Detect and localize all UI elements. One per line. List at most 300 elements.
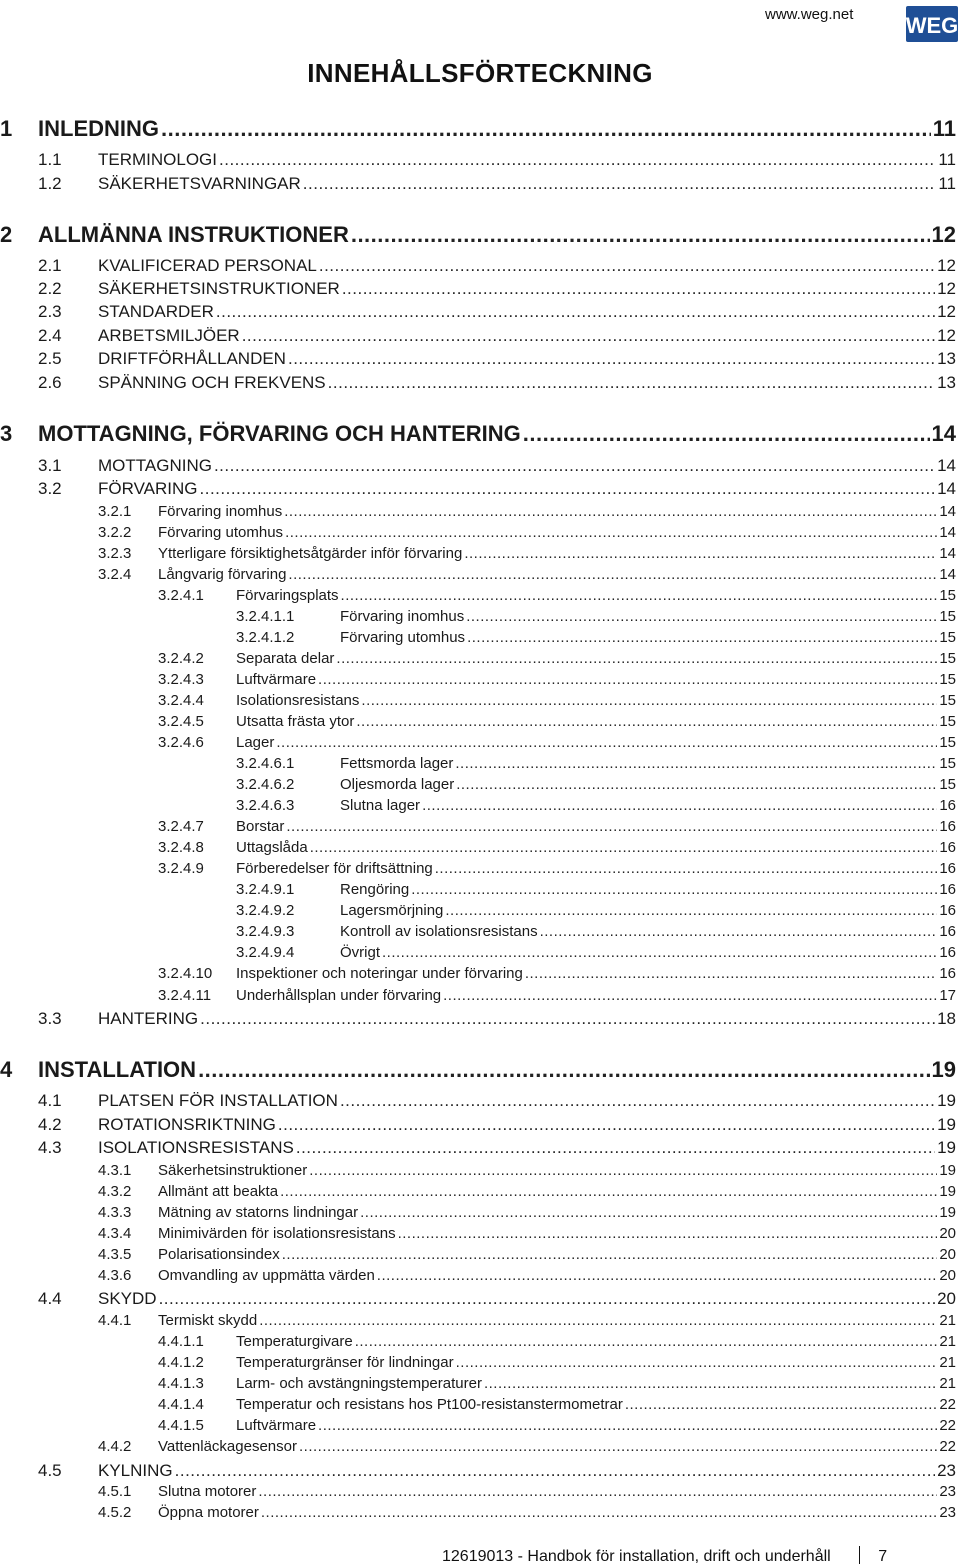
- toc-entry-page: 16: [939, 860, 956, 877]
- toc-entry[interactable]: [0, 1244, 956, 1263]
- page-footer: [442, 1546, 887, 1566]
- toc-entry-page: 14: [939, 566, 956, 583]
- toc-entry-page: 19: [939, 1204, 956, 1221]
- toc-entry-page: 12: [937, 302, 956, 321]
- toc-entry-page: 19: [937, 1091, 956, 1110]
- toc-leader-dots: [398, 1225, 938, 1242]
- toc-entry-page: 16: [939, 965, 956, 982]
- toc-leader-dots: [422, 797, 937, 814]
- toc-entry[interactable]: [0, 1223, 956, 1242]
- toc-leader-dots: [445, 902, 937, 919]
- toc-entry[interactable]: [0, 963, 956, 982]
- toc-leader-dots: [276, 734, 937, 751]
- toc-entry-title: Borstar: [236, 818, 285, 835]
- toc-entry[interactable]: [0, 795, 956, 814]
- toc-entry-title: PLATSEN FÖR INSTALLATION: [98, 1091, 338, 1110]
- toc-entry-title: Minimivärden för isolationsresistans: [158, 1225, 396, 1242]
- toc-entry-title: Lager: [236, 734, 275, 751]
- toc-entry-number: 3.2.4.1.1: [236, 608, 295, 625]
- toc-entry-number: 4.3.3: [98, 1204, 132, 1221]
- toc-leader-dots: [455, 755, 937, 772]
- toc-entry-number: 4: [0, 1057, 13, 1082]
- toc-entry-title: SPÄNNING OCH FREKVENS: [98, 373, 326, 392]
- toc-entry-title: INSTALLATION: [38, 1057, 197, 1082]
- toc-leader-dots: [175, 1461, 935, 1481]
- toc-entry-number: 4.4.1.4: [158, 1396, 204, 1413]
- toc-entry-title: Förvaring inomhus: [158, 503, 283, 520]
- toc-entry-number: 4.1: [38, 1091, 62, 1110]
- toc-entry[interactable]: [0, 455, 956, 476]
- toc-entry-number: 4.3.2: [98, 1183, 132, 1200]
- toc-leader-dots: [161, 116, 931, 142]
- toc-entry-number: 3.2.4.8: [158, 839, 204, 856]
- toc-entry-page: 19: [931, 1057, 956, 1082]
- toc-entry-page: 15: [939, 629, 956, 646]
- toc-entry-page: 22: [939, 1417, 956, 1434]
- toc-entry[interactable]: [0, 1288, 956, 1309]
- toc-leader-dots: [299, 1438, 937, 1455]
- toc-entry[interactable]: [0, 1394, 956, 1413]
- toc-entry[interactable]: [0, 985, 956, 1004]
- toc-entry[interactable]: [0, 669, 956, 688]
- toc-entry[interactable]: [0, 1090, 956, 1111]
- toc-entry-title: Temperaturgivare: [236, 1333, 353, 1350]
- toc-entry-number: 2: [0, 222, 13, 247]
- toc-leader-dots: [216, 302, 935, 322]
- toc-entry-number: 3.1: [38, 456, 62, 475]
- toc-entry-number: 3: [0, 421, 13, 446]
- toc-entry-number: 4.3: [38, 1138, 62, 1157]
- website-url[interactable]: www.weg.net: [765, 6, 854, 23]
- toc-leader-dots: [284, 503, 937, 520]
- toc-entry-number: 2.3: [38, 302, 62, 321]
- toc-entry[interactable]: [0, 627, 956, 646]
- toc-leader-dots: [319, 256, 935, 276]
- toc-entry[interactable]: [0, 478, 956, 499]
- toc-entry-page: 12: [937, 256, 956, 275]
- toc-entry[interactable]: [0, 837, 956, 856]
- toc-entry[interactable]: [0, 1460, 956, 1481]
- toc-entry-title: Larm- och avstängningstemperaturer: [236, 1375, 482, 1392]
- toc-entry-title: ARBETSMILJÖER: [98, 326, 240, 345]
- toc-entry[interactable]: [0, 1181, 956, 1200]
- footer-divider: [859, 1546, 861, 1564]
- toc-entry-number: 3.2.4.1.2: [236, 629, 295, 646]
- toc-entry-number: 2.2: [38, 279, 62, 298]
- toc-entry-page: 11: [938, 174, 956, 193]
- toc-entry-page: 14: [937, 479, 956, 498]
- toc-entry-page: 13: [937, 349, 956, 368]
- toc-entry[interactable]: [0, 278, 956, 299]
- toc-entry-page: 19: [939, 1183, 956, 1200]
- toc-entry-title: KVALIFICERAD PERSONAL: [98, 256, 317, 275]
- toc-entry[interactable]: [0, 1373, 956, 1392]
- toc-leader-dots: [318, 671, 937, 688]
- toc-entry-number: 4.4.2: [98, 1438, 132, 1455]
- toc-entry-title: Förvaring utomhus: [340, 629, 466, 646]
- toc-leader-dots: [523, 421, 930, 447]
- toc-entry-title: Förvaring utomhus: [158, 524, 284, 541]
- toc-entry-number: 3.2.4.11: [158, 987, 212, 1004]
- toc-entry[interactable]: [0, 222, 956, 248]
- toc-entry-title: Luftvärmare: [236, 671, 317, 688]
- toc-entry[interactable]: [0, 173, 956, 194]
- toc-leader-dots: [261, 1504, 937, 1521]
- toc-entry-page: 14: [939, 524, 956, 541]
- toc-entry-title: STANDARDER: [98, 302, 214, 321]
- toc-entry-number: 1: [0, 116, 13, 141]
- toc-entry-title: KYLNING: [98, 1461, 173, 1480]
- toc-entry-page: 16: [939, 881, 956, 898]
- toc-entry-title: Oljesmorda lager: [340, 776, 455, 793]
- toc-entry-page: 19: [939, 1162, 956, 1179]
- toc-entry-number: 3.2.4.10: [158, 965, 213, 982]
- toc-entry-page: 21: [939, 1375, 956, 1392]
- toc-entry[interactable]: [0, 1415, 956, 1434]
- toc-leader-dots: [328, 373, 935, 393]
- toc-entry[interactable]: [0, 348, 956, 369]
- toc-entry-page: 11: [938, 150, 956, 169]
- toc-entry[interactable]: [0, 1502, 956, 1521]
- toc-leader-dots: [377, 1267, 938, 1284]
- toc-entry-page: 20: [937, 1289, 956, 1308]
- toc-entry-number: 3.2.4.9.2: [236, 902, 295, 919]
- toc-entry-title: Inspektioner och noteringar under förvaring: [236, 965, 523, 982]
- toc-entry-page: 21: [939, 1312, 956, 1329]
- toc-entry-title: Uttagslåda: [236, 839, 308, 856]
- toc-entry-title: TERMINOLOGI: [98, 150, 218, 169]
- toc-entry-page: 16: [939, 797, 956, 814]
- toc-entry-number: 4.5.1: [98, 1483, 132, 1500]
- toc-entry-title: Luftvärmare: [236, 1417, 317, 1434]
- toc-entry-number: 2.4: [38, 326, 62, 345]
- toc-entry-page: 19: [937, 1138, 956, 1157]
- toc-entry-title: Övrigt: [340, 944, 381, 961]
- toc-entry-page: 19: [937, 1115, 956, 1134]
- toc-leader-dots: [484, 1375, 937, 1392]
- toc-leader-dots: [214, 456, 935, 476]
- toc-entry[interactable]: [0, 858, 956, 877]
- toc-entry[interactable]: [0, 942, 956, 961]
- toc-entry[interactable]: [0, 816, 956, 835]
- toc-entry-number: 3.2.4.4: [158, 692, 204, 709]
- toc-leader-dots: [310, 839, 938, 856]
- toc-leader-dots: [456, 776, 937, 793]
- toc-entry-page: 21: [939, 1354, 956, 1371]
- toc-entry-number: 4.2: [38, 1115, 62, 1134]
- toc-entry-page: 15: [939, 587, 956, 604]
- toc-entry-number: 3.2.4.5: [158, 713, 204, 730]
- toc-leader-dots: [443, 987, 937, 1004]
- toc-leader-dots: [282, 1246, 938, 1263]
- toc-leader-dots: [286, 818, 937, 835]
- toc-entry-title: SKYDD: [98, 1289, 157, 1308]
- toc-entry[interactable]: [0, 1265, 956, 1284]
- toc-leader-dots: [303, 174, 937, 194]
- toc-entry-title: Underhållsplan under förvaring: [236, 987, 442, 1004]
- toc-entry-page: 20: [939, 1246, 956, 1263]
- toc-leader-dots: [159, 1289, 936, 1309]
- toc-entry-page: 15: [939, 608, 956, 625]
- toc-leader-dots: [259, 1312, 937, 1329]
- toc-entry-title: Förvaringsplats: [236, 587, 339, 604]
- toc-entry-number: 4.5: [38, 1461, 62, 1480]
- toc-entry-page: 14: [937, 456, 956, 475]
- toc-entry-number: 3.2.4.9.3: [236, 923, 295, 940]
- toc-entry-page: 15: [939, 692, 956, 709]
- toc-entry-page: 15: [939, 650, 956, 667]
- toc-entry-page: 16: [939, 944, 956, 961]
- toc-entry-number: 4.3.4: [98, 1225, 132, 1242]
- toc-entry-title: SÄKERHETSINSTRUKTIONER: [98, 279, 340, 298]
- toc-entry-number: 3.3: [38, 1009, 62, 1028]
- toc-entry-title: MOTTAGNING, FÖRVARING OCH HANTERING: [38, 421, 521, 446]
- toc-entry[interactable]: [0, 921, 956, 940]
- toc-entry[interactable]: [0, 879, 956, 898]
- toc-entry-number: 3.2.4.9.4: [236, 944, 295, 961]
- logo-text: WEG: [906, 13, 958, 38]
- toc-entry-title: Ytterligare försiktighetsåtgärder inför förvaring: [158, 545, 463, 562]
- toc-leader-dots: [356, 713, 937, 730]
- toc-entry-number: 3.2.4.3: [158, 671, 204, 688]
- toc-leader-dots: [318, 1417, 937, 1434]
- toc-leader-dots: [466, 608, 937, 625]
- toc-entry-number: 4.3.6: [98, 1267, 132, 1284]
- toc-entry-number: 4.3.1: [98, 1162, 132, 1179]
- toc-entry-number: 2.6: [38, 373, 62, 392]
- toc-entry[interactable]: [0, 648, 956, 667]
- toc-entry-number: 3.2.4.6.3: [236, 797, 295, 814]
- toc-entry-page: 21: [939, 1333, 956, 1350]
- toc-entry-title: Fettsmorda lager: [340, 755, 454, 772]
- toc-entry-number: 4.4.1: [98, 1312, 132, 1329]
- page-title: INNEHÅLLSFÖRTECKNING: [307, 58, 653, 88]
- toc-entry[interactable]: [0, 774, 956, 793]
- toc-leader-dots: [435, 860, 938, 877]
- toc-entry-page: 23: [939, 1483, 956, 1500]
- toc-leader-dots: [336, 650, 937, 667]
- toc-entry[interactable]: [0, 522, 956, 541]
- toc-entry-title: Lagersmörjning: [340, 902, 444, 919]
- toc-entry[interactable]: [0, 149, 956, 170]
- toc-entry-number: 3.2.4.6.2: [236, 776, 295, 793]
- toc-entry-page: 20: [939, 1267, 956, 1284]
- toc-entry-number: 1.1: [38, 150, 62, 169]
- toc-entry-title: Slutna motorer: [158, 1483, 257, 1500]
- toc-entry-title: HANTERING: [98, 1009, 199, 1028]
- toc-entry-number: 3.2.1: [98, 503, 132, 520]
- toc-entry-page: 23: [937, 1461, 956, 1480]
- toc-entry-title: Isolationsresistans: [236, 692, 360, 709]
- toc-leader-dots: [340, 1091, 935, 1111]
- toc-entry-number: 3.2.4.6.1: [236, 755, 295, 772]
- toc-entry-page: 15: [939, 671, 956, 688]
- toc-leader-dots: [361, 692, 937, 709]
- toc-entry-title: ALLMÄNNA INSTRUKTIONER: [38, 222, 349, 247]
- toc-leader-dots: [456, 1354, 938, 1371]
- toc-entry-title: Öppna motorer: [158, 1504, 259, 1521]
- toc-entry[interactable]: [0, 564, 956, 583]
- toc-entry[interactable]: [0, 1114, 956, 1135]
- toc-entry[interactable]: [0, 1331, 956, 1350]
- toc-entry-title: INLEDNING: [38, 116, 159, 141]
- toc-entry[interactable]: [0, 1352, 956, 1371]
- toc-entry-title: Slutna lager: [340, 797, 421, 814]
- toc-entry-title: FÖRVARING: [98, 479, 198, 498]
- toc-entry-page: 15: [939, 713, 956, 730]
- toc-entry-page: 20: [939, 1225, 956, 1242]
- toc-entry-title: ROTATIONSRIKTNING: [98, 1115, 276, 1134]
- toc-entry-number: 3.2.4.1: [158, 587, 204, 604]
- toc-entry-page: 16: [939, 923, 956, 940]
- toc-leader-dots: [242, 326, 935, 346]
- toc-entry-page: 14: [939, 503, 956, 520]
- toc-entry[interactable]: [0, 301, 956, 322]
- toc-entry-page: 12: [937, 279, 956, 298]
- toc-entry-number: 3.2.2: [98, 524, 132, 541]
- toc-entry[interactable]: [0, 1137, 956, 1158]
- page-number: 7: [878, 1548, 888, 1565]
- toc-leader-dots: [285, 524, 937, 541]
- toc-entry[interactable]: [0, 1202, 956, 1221]
- toc-leader-dots: [411, 881, 937, 898]
- toc-entry-title: Utsatta frästa ytor: [236, 713, 355, 730]
- toc-entry-number: 1.2: [38, 174, 62, 193]
- toc-entry-title: Förvaring inomhus: [340, 608, 465, 625]
- toc-entry-page: 14: [939, 545, 956, 562]
- toc-leader-dots: [355, 1333, 938, 1350]
- toc-entry-number: 4.5.2: [98, 1504, 132, 1521]
- footer-doc-title: 12619013 - Handbok för installation, drift och underhåll: [442, 1548, 831, 1565]
- toc-entry[interactable]: [0, 585, 956, 604]
- toc-entry[interactable]: [0, 690, 956, 709]
- toc-entry-page: 15: [939, 776, 956, 793]
- toc-leader-dots: [467, 629, 937, 646]
- toc-leader-dots: [278, 1115, 935, 1135]
- toc-leader-dots: [258, 1483, 937, 1500]
- toc-entry-title: Polarisationsindex: [158, 1246, 280, 1263]
- toc-leader-dots: [200, 1009, 935, 1029]
- toc-entry-page: 18: [937, 1009, 956, 1028]
- toc-entry-title: Vattenläckagesensor: [158, 1438, 297, 1455]
- toc-entry-number: 3.2.4.7: [158, 818, 204, 835]
- toc-leader-dots: [288, 566, 937, 583]
- toc-leader-dots: [200, 479, 936, 499]
- toc-entry[interactable]: [0, 1008, 956, 1029]
- toc-leader-dots: [288, 349, 935, 369]
- toc-entry-title: Mätning av statorns lindningar: [158, 1204, 359, 1221]
- toc-entry-page: 22: [939, 1438, 956, 1455]
- toc-entry-number: 4.4.1.3: [158, 1375, 204, 1392]
- toc-entry-number: 3.2.4.9.1: [236, 881, 295, 898]
- toc-leader-dots: [341, 587, 938, 604]
- toc-entry-number: 2.1: [38, 256, 62, 275]
- toc-entry[interactable]: [0, 711, 956, 730]
- weg-logo: [906, 6, 958, 42]
- toc-entry-title: DRIFTFÖRHÅLLANDEN: [98, 349, 286, 368]
- toc-entry-page: 14: [931, 421, 956, 446]
- toc-entry[interactable]: [0, 732, 956, 751]
- toc-entry[interactable]: [0, 421, 956, 447]
- toc-entry-number: 3.2.4: [98, 566, 132, 583]
- toc-entry-number: 4.4.1.2: [158, 1354, 204, 1371]
- toc-entry[interactable]: [0, 900, 956, 919]
- toc-entry-page: 11: [932, 116, 956, 141]
- toc-entry[interactable]: [0, 753, 956, 772]
- toc-entry-number: 4.3.5: [98, 1246, 132, 1263]
- toc-entry[interactable]: [0, 1481, 956, 1500]
- toc-entry-page: 13: [937, 373, 956, 392]
- toc-entry-page: 15: [939, 734, 956, 751]
- toc-entry[interactable]: [0, 1160, 956, 1179]
- toc-leader-dots: [219, 150, 936, 170]
- toc-leader-dots: [525, 965, 937, 982]
- toc-entry[interactable]: [0, 1057, 956, 1083]
- toc-entry-number: 3.2.4.2: [158, 650, 204, 667]
- toc-entry-page: 16: [939, 818, 956, 835]
- toc-entry-page: 22: [939, 1396, 956, 1413]
- toc-entry-number: 4.4.1.1: [158, 1333, 204, 1350]
- toc-entry-title: Säkerhetsinstruktioner: [158, 1162, 308, 1179]
- toc-entry[interactable]: [0, 325, 956, 346]
- toc-entry-page: 23: [939, 1504, 956, 1521]
- toc-entry[interactable]: [0, 606, 956, 625]
- toc-entry-number: 3.2: [38, 479, 62, 498]
- toc-leader-dots: [198, 1057, 929, 1083]
- toc-entry-title: Temperaturgränser för lindningar: [236, 1354, 454, 1371]
- toc-entry-title: Kontroll av isolationsresistans: [340, 923, 538, 940]
- toc-leader-dots: [464, 545, 937, 562]
- toc-entry-number: 3.2.4.9: [158, 860, 204, 877]
- toc-entry[interactable]: [0, 116, 956, 142]
- toc-leader-dots: [625, 1396, 937, 1413]
- toc-entry-page: 12: [931, 222, 956, 247]
- toc-entry-title: Separata delar: [236, 650, 335, 667]
- toc-entry-number: 3.2.4.6: [158, 734, 204, 751]
- toc-entry[interactable]: [0, 1436, 956, 1455]
- toc-entry-page: 16: [939, 902, 956, 919]
- toc-leader-dots: [342, 279, 935, 299]
- toc-entry-title: Förberedelser för driftsättning: [236, 860, 433, 877]
- toc-entry[interactable]: [0, 372, 956, 393]
- toc-entry-page: 16: [939, 839, 956, 856]
- toc-leader-dots: [351, 222, 930, 248]
- toc-entry-number: 3.2.3: [98, 545, 132, 562]
- toc-leader-dots: [309, 1162, 937, 1179]
- toc-entry-title: SÄKERHETSVARNINGAR: [98, 174, 301, 193]
- toc-entry-title: Långvarig förvaring: [158, 566, 287, 583]
- toc-leader-dots: [280, 1183, 937, 1200]
- toc-leader-dots: [296, 1138, 935, 1158]
- toc-entry-page: 15: [939, 755, 956, 772]
- toc-entry-page: 12: [937, 326, 956, 345]
- toc-entry[interactable]: [0, 501, 956, 520]
- toc-entry-number: 4.4: [38, 1289, 62, 1308]
- toc-entry-title: Omvandling av uppmätta värden: [158, 1267, 375, 1284]
- toc-entry-number: 2.5: [38, 349, 62, 368]
- toc-entry-number: 4.4.1.5: [158, 1417, 204, 1434]
- toc-entry[interactable]: [0, 543, 956, 562]
- toc-leader-dots: [540, 923, 938, 940]
- toc-entry-title: Rengöring: [340, 881, 410, 898]
- toc-leader-dots: [360, 1204, 937, 1221]
- toc-entry[interactable]: [0, 1310, 956, 1329]
- toc-entry-title: Temperatur och resistans hos Pt100-resistanstermometrar: [236, 1396, 623, 1413]
- toc-entry-title: Termiskt skydd: [158, 1312, 258, 1329]
- toc-leader-dots: [382, 944, 937, 961]
- toc-entry[interactable]: [0, 255, 956, 276]
- toc-entry-page: 17: [939, 987, 956, 1004]
